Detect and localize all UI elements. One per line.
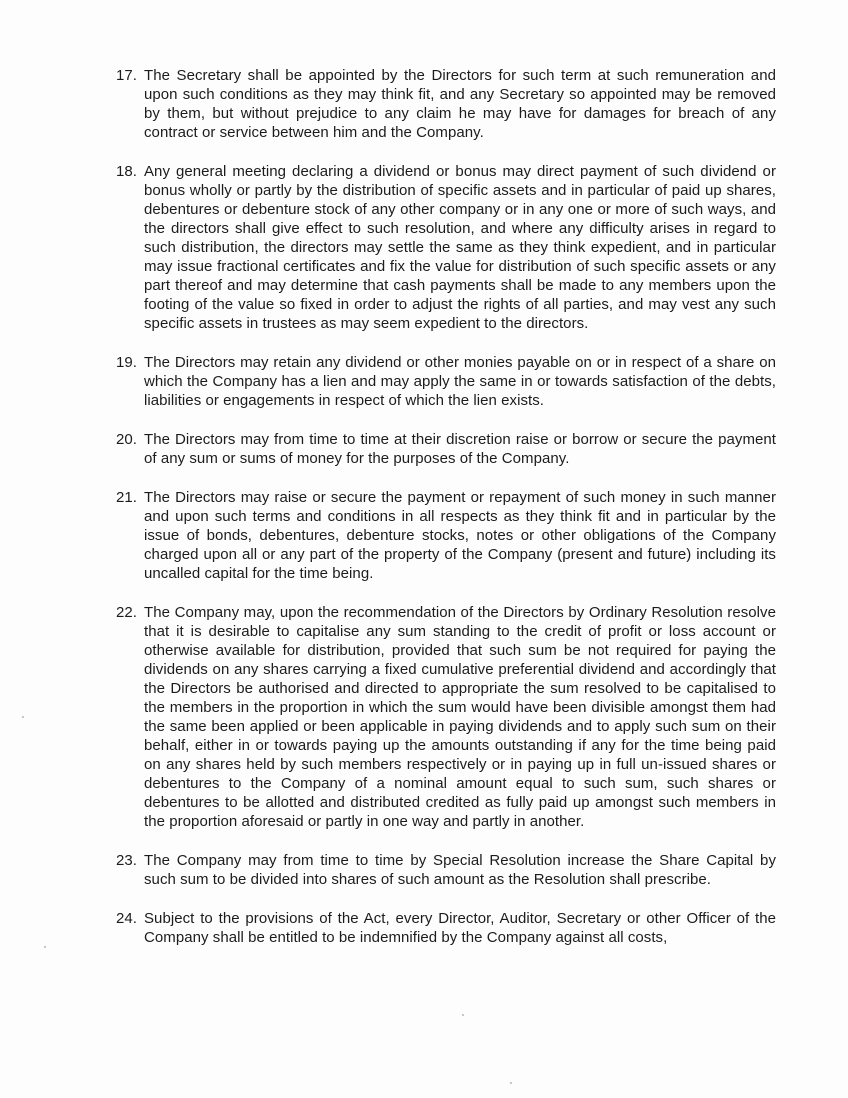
clause-22 [116, 603, 776, 831]
clause-17 [116, 66, 776, 142]
clause-number: 23. [116, 852, 138, 869]
clause-number: 17. [116, 67, 138, 84]
clause-text: The Secretary shall be appointed by the Directors for such term at such remuneration and upon such conditions as they may think fit, and any Secretary so appointed may be removed by them, but without prejudice to any claim he may have for damages for breach of any contract or service between him and the Company. [144, 67, 776, 141]
clause-text: The Directors may raise or secure the payment or repayment of such money in such manner and upon such terms and conditions in all respects as they think fit and in particular by the issue of bonds, debentures, debenture stocks, notes or other obligations of the Company charged upon all or any part of the property of the Company (present and future) including its uncalled capital for the time being. [144, 489, 776, 582]
clause-number: 19. [116, 354, 138, 371]
clause-24 [116, 909, 776, 947]
clause-21 [116, 488, 776, 583]
scan-speck [510, 1082, 512, 1084]
clause-20 [116, 430, 776, 468]
clause-text: Any general meeting declaring a dividend or bonus may direct payment of such dividend or bonus wholly or partly by the distribution of specific assets and in particular of paid up shares, debentures or debenture stock of any other company or in any one or more of such ways, and the directors shall give effect to such resolution, and where any difficulty arises in regard to such distribution, the directors may settle the same as they think expedient, and in particular may issue fractional certificates and fix the value for distribution of such specific assets or any part thereof and may determine that cash payments shall be made to any members upon the footing of the value so fixed in order to adjust the rights of all parties, and may vest any such specific assets in trustees as may seem expedient to the directors. [144, 163, 776, 332]
clause-text: Subject to the provisions of the Act, every Director, Auditor, Secretary or other Officer of the Company shall be entitled to be indemnified by the Company against all costs, [144, 910, 776, 946]
clause-number: 18. [116, 163, 138, 180]
scan-speck [44, 946, 46, 948]
clause-text: The Company may from time to time by Special Resolution increase the Share Capital by such sum to be divided into shares of such amount as the Resolution shall prescribe. [144, 852, 776, 888]
clause-list [116, 66, 776, 967]
clause-18 [116, 162, 776, 333]
clause-text: The Directors may from time to time at their discretion raise or borrow or secure the payment of any sum or sums of money for the purposes of the Company. [144, 431, 776, 467]
scan-speck [22, 716, 24, 718]
clause-number: 24. [116, 910, 138, 927]
clause-23 [116, 851, 776, 889]
clause-19 [116, 353, 776, 410]
clause-number: 22. [116, 604, 138, 621]
scan-speck [462, 1014, 464, 1016]
clause-number: 20. [116, 431, 138, 448]
clause-text: The Company may, upon the recommendation of the Directors by Ordinary Resolution resolve that it is desirable to capitalise any sum standing to the credit of profit or loss account or otherwise available for distribution, provided that such sum be not required for paying the dividends on any shares carrying a fixed cumulative preferential dividend and accordingly that the Directors be authorised and directed to appropriate the sum resolved to be capitalised to the members in the proportion in which the sum would have been divisible amongst them had the same been applied or been applicable in paying dividends and to apply such sum on their behalf, either in or towards paying up the amounts outstanding if any for the time being paid on any shares held by such members respectively or in paying up in full un-issued shares or debentures to the Company of a nominal amount equal to such sum, such shares or debentures to be allotted and distributed credited as fully paid up amongst such members in the proportion aforesaid or partly in one way and partly in another. [144, 604, 776, 830]
clause-text: The Directors may retain any dividend or other monies payable on or in respect of a share on which the Company has a lien and may apply the same in or towards satisfaction of the debts, liabilities or engagements in respect of which the lien exists. [144, 354, 776, 409]
clause-number: 21. [116, 489, 138, 506]
